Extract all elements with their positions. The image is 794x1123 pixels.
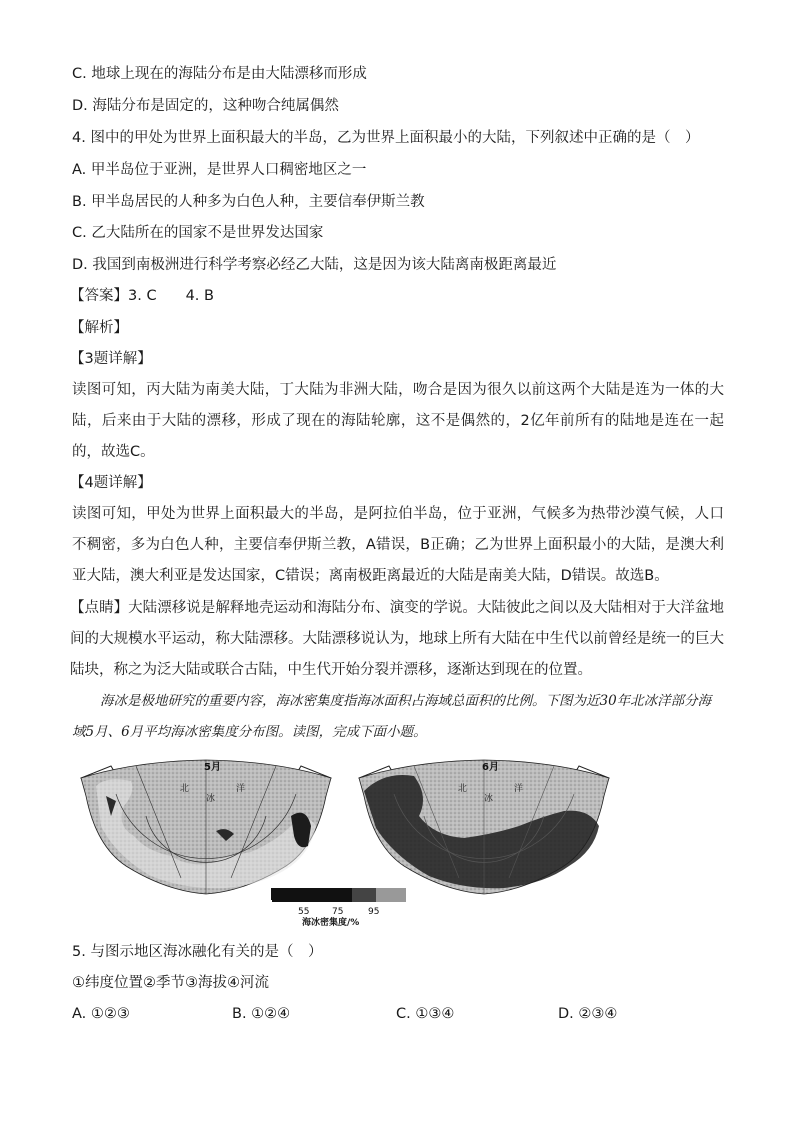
- q3-detail-text: 读图可知，丙大陆为南美大陆，丁大陆为非洲大陆，吻合是因为很久以前这两个大陆是连为一体的大陆，后来由于大陆的漂移，形成了现在的海陆轮廓，这不是偶然的，2亿年前所有的陆地是连在一起的，故选C。: [72, 382, 724, 460]
- answer-line: [70, 286, 214, 306]
- analysis-label: 【解析】: [70, 320, 128, 336]
- map-june-label: 6月: [482, 762, 499, 773]
- tip-text: 大陆漂移说是解释地壳运动和海陆分布、演变的学说。大陆彼此之间以及大陆相对于大洋盆地间的大规模水平运动，称大陆漂移。大陆漂移说认为，地球上所有大陆在中生代以前曾经是统一的巨大陆块，称之为泛大陆或联合古陆，中生代开始分裂并漂移，逐渐达到现在的位置。: [70, 600, 725, 678]
- legend-value: 75: [332, 907, 344, 916]
- intro-text: 海冰是极地研究的重要内容，海冰密集度指海冰面积占海域总面积的比例。下图为近30年北冰洋部分海域5月、6月平均海冰密集度分布图。读图，完成下面小题。: [72, 693, 712, 740]
- q5-option-a: A. ①②③: [72, 1006, 130, 1022]
- q3-detail-label: 【3题详解】: [70, 351, 152, 367]
- q4-option-d: D. 我国到南极洲进行科学考察必经乙大陆，这是因为该大陆离南极距离最近: [72, 257, 557, 273]
- sea-ice-figure: [76, 756, 636, 916]
- legend: [272, 888, 406, 916]
- tip-block: [70, 593, 724, 686]
- map-may: [81, 760, 401, 900]
- sea-label: 冰: [206, 794, 216, 804]
- legend-value: 55: [298, 907, 310, 916]
- sea-label: 洋: [514, 784, 524, 794]
- q4-detail-label: 【4题详解】: [70, 475, 152, 491]
- q3-option-c: C. 地球上现在的海陆分布是由大陆漂移而形成: [72, 66, 367, 82]
- sea-label: 北: [180, 784, 190, 794]
- q5-option-b: B. ①②④: [232, 1006, 291, 1022]
- tip-label: 【点睛】: [70, 600, 129, 616]
- legend-value: 95: [368, 907, 380, 916]
- answer-label: 【答案】: [70, 288, 128, 304]
- sea-label: 北: [458, 784, 468, 794]
- q4-detail-text: 读图可知，甲处为世界上面积最大的半岛，是阿拉伯半岛，位于亚洲，气候多为热带沙漠气候，人口不稠密，多为白色人种，主要信奉伊斯兰教，A错误，B正确；乙为世界上面积最小的大陆，是澳大利亚大陆，澳大利亚是发达国家，C错误；离南极距离最近的大陆是南美大陆，D错误。故选B。: [72, 506, 724, 584]
- q4-option-b: B. 甲半岛居民的人种多为白色人种，主要信奉伊斯兰教: [72, 194, 425, 210]
- q5-stem: 5. 与图示地区海冰融化有关的是（ ）: [72, 944, 323, 960]
- legend-title: 海冰密集度/%: [302, 918, 360, 928]
- sea-label: 洋: [236, 784, 246, 794]
- q5-option-d: D. ②③④: [558, 1006, 618, 1022]
- map-may-label: 5月: [204, 762, 221, 773]
- q5-option-c: C. ①③④: [396, 1006, 455, 1022]
- q4-stem: 4. 图中的甲处为世界上面积最大的半岛，乙为世界上面积最小的大陆，下列叙述中正确的是（ ）: [72, 130, 700, 146]
- q4-option-a: A. 甲半岛位于亚洲，是世界人口稠密地区之一: [72, 162, 367, 178]
- map-june: [359, 760, 609, 894]
- sea-label: 冰: [484, 794, 494, 804]
- answer-text: 3. C 4. B: [128, 288, 214, 304]
- q5-items: ①纬度位置②季节③海拔④河流: [72, 975, 269, 991]
- q4-option-c: C. 乙大陆所在的国家不是世界发达国家: [72, 225, 324, 241]
- q3-option-d: D. 海陆分布是固定的，这种吻合纯属偶然: [72, 98, 339, 114]
